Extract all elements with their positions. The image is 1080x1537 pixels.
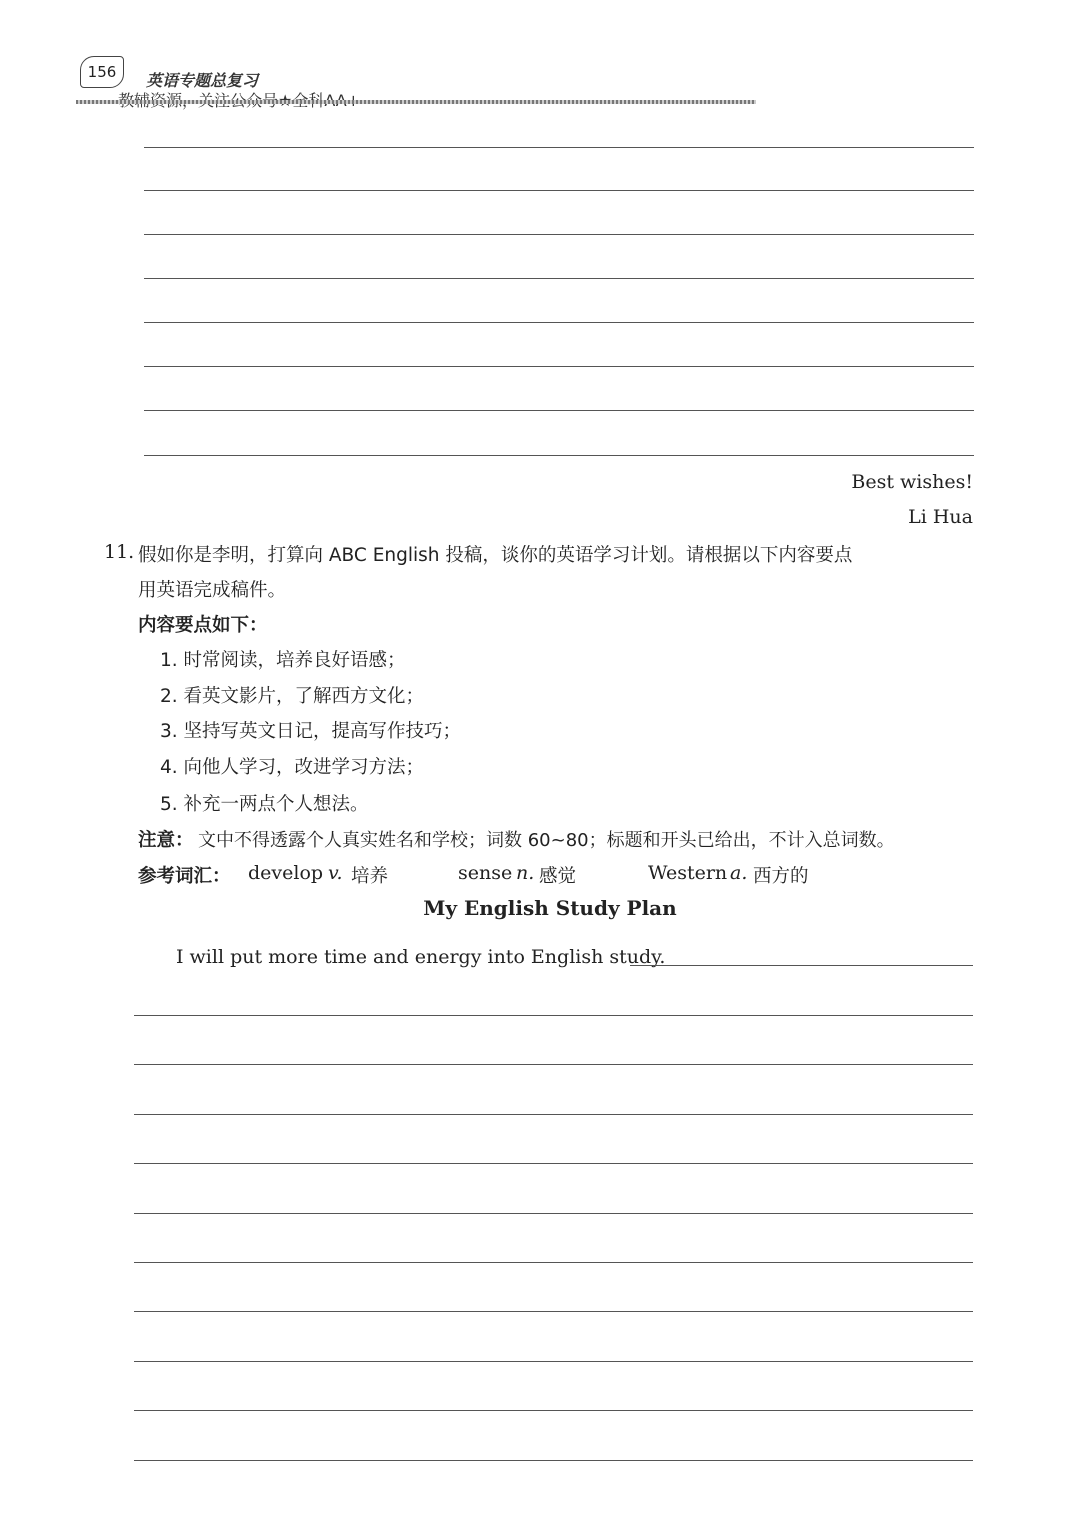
vocab-word: develop: [248, 862, 324, 884]
writing-line[interactable]: [134, 1163, 973, 1164]
vocab-pos: a.: [730, 862, 748, 884]
writing-line[interactable]: [134, 1361, 973, 1362]
note-text: 文中不得透露个人真实姓名和学校；词数 60~80；标题和开头已给出，不计入总词数。: [198, 830, 895, 851]
writing-line[interactable]: [134, 1262, 973, 1263]
vocab-word: Western: [648, 862, 728, 884]
points-heading: 内容要点如下：: [138, 615, 268, 636]
vocab-meaning: 西方的: [753, 866, 809, 887]
writing-line[interactable]: [630, 965, 973, 966]
letter-signature: Li Hua: [908, 506, 973, 528]
vocab-pos: n.: [516, 862, 535, 884]
question-prompt-line2: 用英语完成稿件。: [138, 580, 287, 601]
writing-line[interactable]: [144, 366, 974, 367]
essay-title: My English Study Plan: [423, 896, 677, 920]
book-title: 英语专题总复习: [146, 71, 259, 90]
list-item: 1. 时常阅读，培养良好语感；: [160, 650, 406, 671]
essay-opening: I will put more time and energy into English study.: [176, 946, 666, 968]
writing-line[interactable]: [134, 1311, 973, 1312]
writing-line[interactable]: [144, 234, 974, 235]
writing-line[interactable]: [134, 1064, 973, 1065]
writing-line[interactable]: [134, 1213, 973, 1214]
vocab-meaning: 感觉: [539, 866, 577, 887]
vocab-pos: v.: [328, 862, 343, 884]
writing-line[interactable]: [144, 455, 974, 456]
vocab-label: 参考词汇：: [138, 866, 231, 887]
page-number-badge: 156: [80, 56, 124, 88]
list-item: 5. 补充一两点个人想法。: [160, 794, 369, 815]
writing-line[interactable]: [144, 410, 974, 411]
writing-line[interactable]: [134, 1015, 973, 1016]
list-item: 2. 看英文影片，了解西方文化；: [160, 686, 425, 707]
list-item: 4. 向他人学习，改进学习方法；: [160, 757, 425, 778]
writing-line[interactable]: [134, 1410, 973, 1411]
letter-closing: Best wishes!: [851, 471, 973, 493]
writing-line[interactable]: [144, 278, 974, 279]
question-prompt-line1: 假如你是李明，打算向 ABC English 投稿，谈你的英语学习计划。请根据以下内容要点: [138, 545, 853, 566]
writing-line[interactable]: [134, 1114, 973, 1115]
list-item: 3. 坚持写英文日记，提高写作技巧；: [160, 721, 462, 742]
writing-line[interactable]: [144, 190, 974, 191]
writing-line[interactable]: [134, 1460, 973, 1461]
question-number: 11.: [104, 541, 135, 563]
writing-line[interactable]: [144, 147, 974, 148]
vocab-meaning: 培养: [351, 866, 389, 887]
header-band: [76, 100, 756, 104]
note-label: 注意：: [138, 830, 194, 851]
vocab-word: sense: [458, 862, 513, 884]
writing-line[interactable]: [144, 322, 974, 323]
